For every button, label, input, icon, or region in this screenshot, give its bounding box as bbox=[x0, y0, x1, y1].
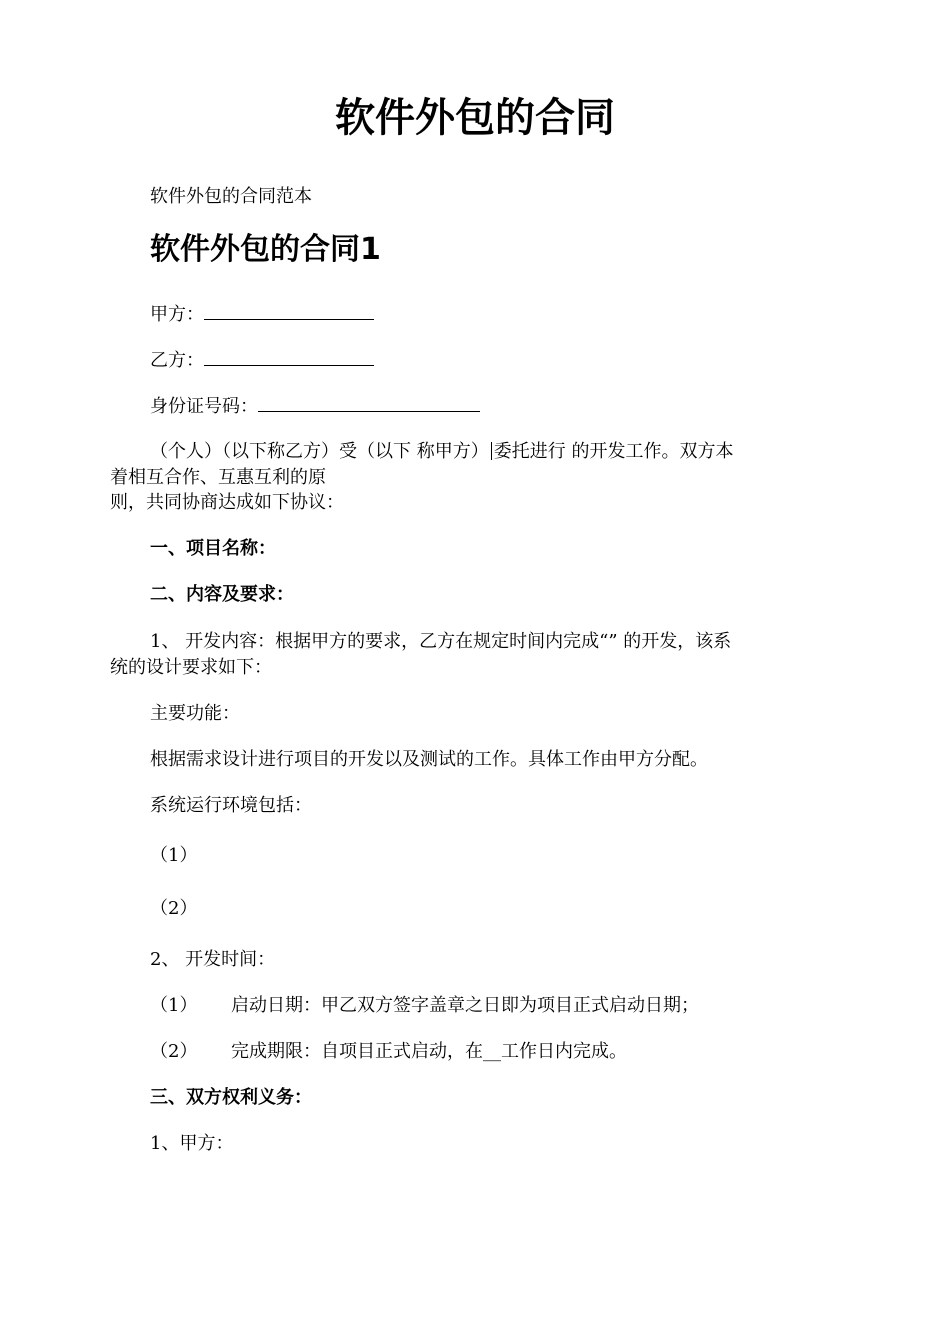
party-b-label: 乙方： bbox=[150, 350, 204, 371]
dev-content-line-2: 统的设计要求如下： bbox=[110, 657, 272, 678]
intro-line-1 bbox=[150, 441, 733, 463]
item3-heading: 三、双方权利义务： bbox=[150, 1087, 312, 1108]
start-date-text: 启动日期：甲乙双方签字盖章之日即为项目正式启动日期； bbox=[231, 995, 699, 1016]
intro-line-2: 着相互合作、互惠互利的原 bbox=[110, 467, 326, 488]
party-b-line bbox=[150, 349, 374, 372]
dev-time-label: 2、 开发时间： bbox=[150, 949, 276, 970]
id-number-line bbox=[150, 395, 480, 418]
main-function-text: 根据需求设计进行项目的开发以及测试的工作。具体工作由甲方分配。 bbox=[150, 749, 708, 770]
document-subtitle: 软件外包的合同范本 bbox=[150, 186, 312, 207]
env-label: 系统运行环境包括： bbox=[150, 795, 312, 816]
intro-part-1: （个人）（以下称乙方）受（以下 称甲方） bbox=[150, 441, 489, 462]
section-heading: 软件外包的合同1 bbox=[150, 232, 381, 267]
main-function-label: 主要功能： bbox=[150, 703, 240, 724]
party-a-blank bbox=[204, 303, 374, 320]
id-number-label: 身份证号码： bbox=[150, 396, 258, 417]
party-a-line bbox=[150, 303, 374, 326]
finish-date-num: （2） bbox=[150, 1041, 198, 1062]
dev-content-line-1: 1、 开发内容：根据甲方的要求，乙方在规定时间内完成“” 的开发，该系 bbox=[150, 631, 732, 652]
party-a-label: 甲方： bbox=[150, 304, 204, 325]
item1-heading: 一、项目名称： bbox=[150, 538, 276, 559]
text-cursor-mark bbox=[491, 442, 492, 460]
finish-date-text: 完成期限：自项目正式启动，在__工作日内完成。 bbox=[231, 1041, 627, 1062]
party-a-subheading: 1、甲方： bbox=[150, 1133, 234, 1154]
env-item-2: （2） bbox=[150, 898, 198, 919]
start-date-num: （1） bbox=[150, 995, 198, 1016]
id-number-blank bbox=[258, 395, 480, 412]
intro-line-3: 则，共同协商达成如下协议： bbox=[110, 492, 344, 513]
item2-heading: 二、内容及要求： bbox=[150, 584, 294, 605]
env-item-1: （1） bbox=[150, 845, 198, 866]
document-title: 软件外包的合同 bbox=[335, 95, 615, 141]
party-b-blank bbox=[204, 349, 374, 366]
intro-part-2: 委托进行 的开发工作。双方本 bbox=[493, 441, 734, 462]
